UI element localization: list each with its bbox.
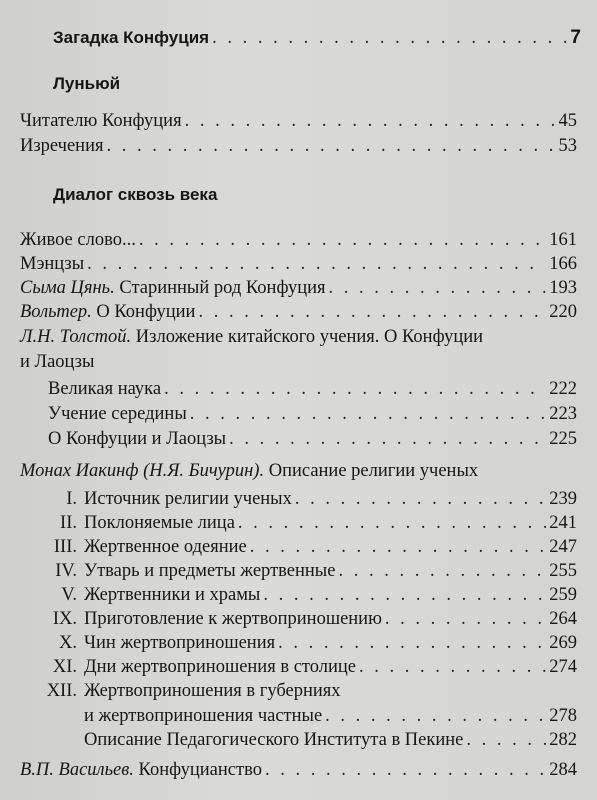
toc-page-number: 225 (549, 429, 577, 449)
toc-entry-title: Учение середины (48, 404, 187, 424)
toc-entry-title: Изречения (20, 136, 104, 156)
toc-entry-title: Приготовление к жертвоприношению (84, 609, 382, 629)
leader-dots (190, 403, 546, 425)
leader-dots (295, 488, 546, 510)
toc-entry-title: Мэнцзы (20, 254, 85, 274)
toc-page-number: 193 (549, 278, 577, 298)
toc-entry-zagadka (53, 27, 581, 49)
leader-dots (278, 632, 546, 654)
leader-dots (164, 378, 546, 400)
leader-dots (466, 729, 546, 751)
toc-page-number: 241 (549, 513, 577, 533)
toc-page-number: 278 (549, 706, 577, 726)
toc-subentry (84, 729, 577, 751)
roman-numeral: I. (66, 489, 77, 509)
toc-entry-work: Конфуцианство (133, 760, 262, 780)
toc-entry-title: Поклоняемые лица (84, 513, 235, 533)
toc-entry-work: О Конфуции (91, 302, 196, 322)
roman-numeral: XI. (52, 657, 77, 677)
toc-entry-tolstoy-continued: и Лаоцзы (20, 352, 95, 372)
toc-page-number: 282 (549, 730, 577, 750)
toc-entry (20, 759, 577, 781)
toc-page-number: 255 (549, 561, 577, 581)
toc-entry-author: Л.Н. Толстой. (20, 327, 132, 347)
toc-entry-author: Вольтер. (20, 302, 92, 322)
toc-page-number: 45 (558, 111, 577, 131)
toc-entry-title: Жертвенники и храмы (84, 585, 261, 605)
roman-numeral: II. (60, 513, 77, 533)
toc-page-number: 284 (549, 760, 577, 780)
leader-dots (107, 135, 556, 157)
toc-entry-iakinf (20, 460, 478, 482)
toc-page-number: 222 (549, 379, 577, 399)
leader-dots (139, 229, 546, 251)
toc-page-number: 166 (549, 254, 577, 274)
leader-dots (385, 608, 546, 630)
section-heading-dialog: Диалог сквозь века (53, 185, 218, 204)
toc-entry-title (20, 277, 326, 299)
leader-dots (265, 759, 546, 781)
toc-entry-tolstoy (20, 326, 483, 348)
leader-dots (185, 110, 556, 132)
leader-dots (329, 277, 547, 299)
toc-entry-title: и жертвоприношения частные (84, 706, 323, 726)
leader-dots (238, 512, 546, 534)
toc-entry-work: Старинный род Конфуция (114, 278, 326, 298)
toc-page-number: 264 (549, 609, 577, 629)
toc-page-number: 247 (549, 537, 577, 557)
toc-entry-title: Источник религии ученых (84, 489, 292, 509)
toc-page-number: 274 (549, 657, 577, 677)
leader-dots (198, 301, 546, 323)
toc-entry-title: Описание Педагогического Института в Пекине (84, 730, 464, 750)
toc-entry-title: Чин жертвоприношения (84, 633, 276, 653)
toc-subentry (43, 632, 577, 654)
toc-page-number: 259 (549, 585, 577, 605)
leader-dots (263, 584, 546, 606)
roman-numeral: IV. (55, 561, 77, 581)
toc-subentry (43, 488, 577, 510)
toc-entry-title: Утварь и предметы жертвенные (84, 561, 336, 581)
roman-numeral: III. (53, 537, 77, 557)
toc-entry-work: Описание религии ученых (264, 461, 479, 481)
toc-entry-title: Великая наука (48, 379, 162, 399)
toc-entry-title (20, 301, 195, 323)
toc-subentry-xii-continued (84, 705, 577, 727)
toc-entry-work: Изложение китайского учения. О Конфуции (131, 327, 484, 347)
toc-entry-title: Читателю Конфуция (20, 111, 182, 131)
toc-subentry (43, 584, 577, 606)
toc-subentry (48, 428, 577, 450)
toc-entry-title: Живое слово... (20, 230, 136, 250)
toc-entry-title: Дни жертвоприношения в столице (84, 657, 356, 677)
leader-dots (250, 536, 546, 558)
toc-page-number: 53 (558, 136, 577, 156)
toc-entry-author: Сыма Цянь. (20, 278, 115, 298)
toc-page-number: 7 (570, 27, 581, 48)
roman-numeral: XII. (46, 681, 77, 701)
leader-dots (338, 560, 546, 582)
toc-entry (20, 110, 577, 132)
toc-subentry (43, 536, 577, 558)
toc-page-number: 223 (549, 404, 577, 424)
toc-entry-title: Загадка Конфуция (53, 28, 210, 47)
toc-page-number: 220 (549, 302, 577, 322)
toc-entry-author: Монах Иакинф (Н.Я. Бичурин). (20, 461, 265, 481)
toc-subentry (48, 378, 577, 400)
toc-entry-title: Жертвоприношения в губерниях (84, 681, 341, 701)
toc-subentry (43, 560, 577, 582)
leader-dots (87, 253, 546, 275)
toc-page-number: 239 (549, 489, 577, 509)
roman-numeral: IX. (52, 609, 77, 629)
roman-numeral: V. (61, 585, 77, 605)
toc-entry (20, 301, 577, 323)
leader-dots (212, 27, 567, 49)
toc-subentry (43, 656, 577, 678)
toc-subentry-xii (43, 680, 577, 702)
section-heading-lunyu: Луньюй (53, 74, 121, 93)
toc-subentry (43, 608, 577, 630)
toc-entry-title (20, 759, 262, 781)
leader-dots (359, 656, 546, 678)
leader-dots (229, 428, 546, 450)
toc-entry-title: О Конфуции и Лаоцзы (48, 429, 227, 449)
toc-entry-title: Жертвенное одеяние (84, 537, 247, 557)
toc-entry (20, 253, 577, 275)
toc-entry (20, 277, 577, 299)
toc-subentry (48, 403, 577, 425)
toc-entry (20, 135, 577, 157)
toc-page-number: 161 (549, 230, 577, 250)
leader-dots (325, 705, 546, 727)
toc-entry (20, 229, 577, 251)
toc-subentry (43, 512, 577, 534)
roman-numeral: X. (59, 633, 77, 653)
toc-entry-author: В.П. Васильев. (20, 760, 134, 780)
toc-page-number: 269 (549, 633, 577, 653)
